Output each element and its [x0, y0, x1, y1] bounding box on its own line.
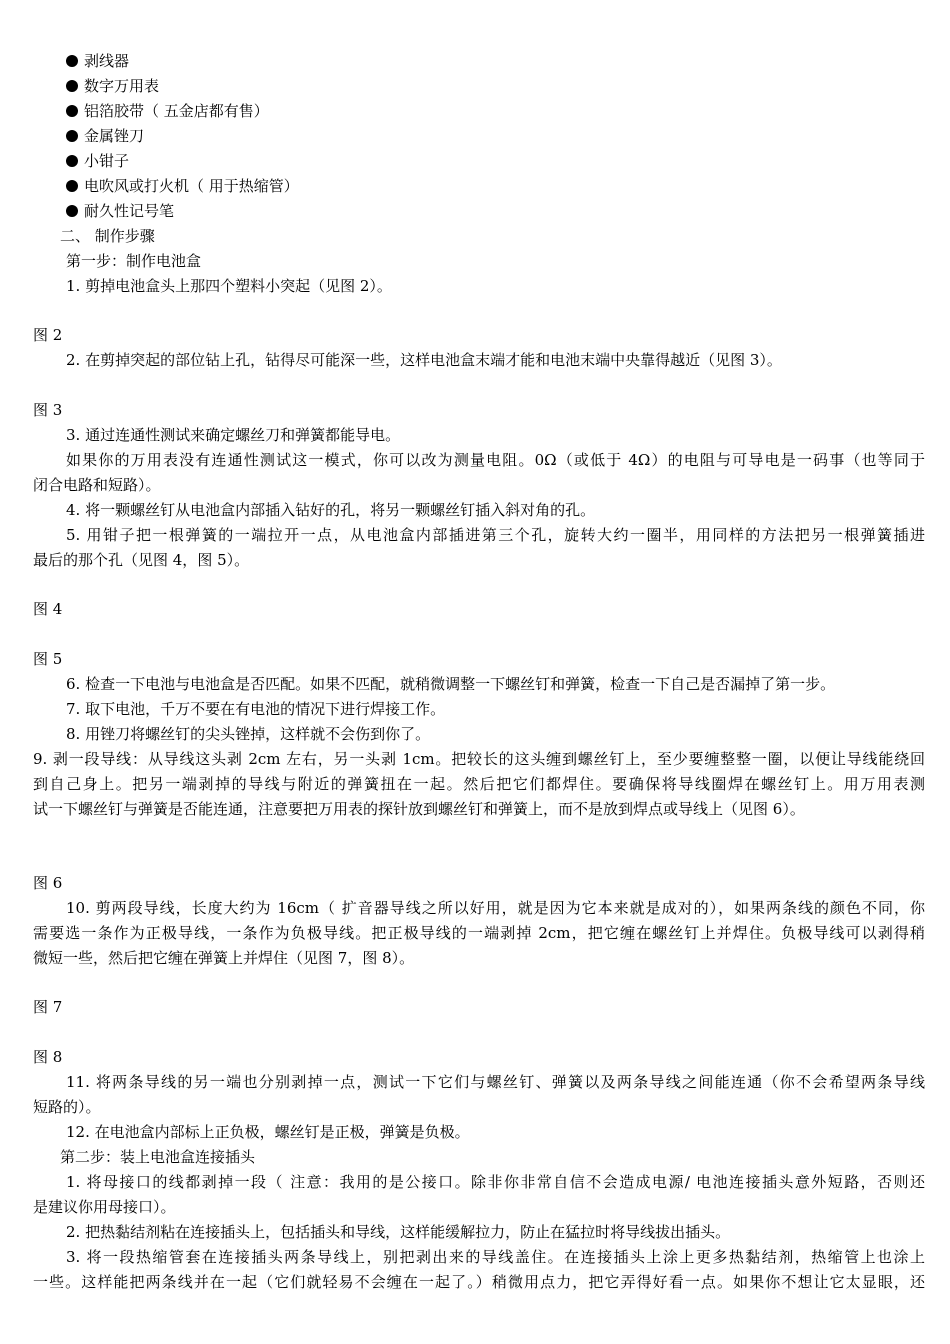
paragraph-line: 12. 在电池盒内部标上正负极，螺丝钉是正极，弹簧是负极。 — [66, 1123, 470, 1141]
paragraph-line: 一些。这样能把两条线并在一起（它们就轻易不会缠在一起了。）稍微用点力，把它弄得好看一点。如果你不想让它太显眼，还 — [33, 1273, 925, 1291]
step-heading: 第一步：制作电池盒 — [66, 252, 202, 270]
figure-label: 图 7 — [33, 998, 63, 1016]
bullet-icon — [66, 155, 78, 167]
figure-label: 图 2 — [33, 326, 63, 344]
bullet-icon — [66, 180, 78, 192]
paragraph-line: 7. 取下电池，千万不要在有电池的情况下进行焊接工作。 — [66, 700, 446, 718]
paragraph-line: 4. 将一颗螺丝钉从电池盒内部插入钻好的孔，将另一颗螺丝钉插入斜对角的孔。 — [66, 501, 596, 519]
section-heading: 二、 制作步骤 — [60, 227, 155, 245]
paragraph-line: 9. 剥一段导线：从导线这头剥 2cm 左右，另一头剥 1cm。把较长的这头缠到螺丝钉上，至少要缠整整一圈，以便让导线能绕回 — [33, 750, 925, 768]
paragraph-line: 闭合电路和短路）。 — [33, 476, 161, 494]
tool-list-item: 金属锉刀 — [66, 124, 144, 149]
paragraph-line: 3. 将一段热缩管套在连接插头两条导线上，别把剥出来的导线盖住。在连接插头上涂上更多热黏结剂，热缩管上也涂上 — [66, 1248, 925, 1266]
step-heading: 第二步：装上电池盒连接插头 — [60, 1148, 256, 1166]
tool-list-item: 电吹风或打火机（ 用于热缩管） — [66, 174, 299, 199]
paragraph-line: 最后的那个孔（见图 4，图 5）。 — [33, 551, 250, 569]
figure-label: 图 6 — [33, 874, 63, 892]
bullet-icon — [66, 80, 78, 92]
figure-label: 图 8 — [33, 1048, 63, 1066]
paragraph-line: 微短一些，然后把它缠在弹簧上并焊住（见图 7，图 8）。 — [33, 949, 415, 967]
tool-list-item: 小钳子 — [66, 149, 129, 174]
tool-list-item: 剥线器 — [66, 49, 129, 74]
bullet-icon — [66, 130, 78, 142]
paragraph-line: 需要选一条作为正极导线，一条作为负极导线。把正极导线的一端剥掉 2cm，把它缠在螺丝钉上并焊住。负极导线可以剥得稍 — [33, 924, 925, 942]
paragraph-line: 8. 用锉刀将螺丝钉的尖头锉掉，这样就不会伤到你了。 — [66, 725, 431, 743]
paragraph-line: 2. 在剪掉突起的部位钻上孔，钻得尽可能深一些，这样电池盒末端才能和电池末端中央靠得越近（见图 3）。 — [66, 351, 782, 369]
bullet-icon — [66, 105, 78, 117]
tool-list-item: 数字万用表 — [66, 74, 159, 99]
paragraph-line: 到自己身上。把另一端剥掉的导线与附近的弹簧扭在一起。然后把它们都焊住。要确保将导线圈焊在螺丝钉上。用万用表测 — [33, 775, 925, 793]
tool-list-item: 铝箔胶带（ 五金店都有售） — [66, 99, 269, 124]
paragraph-line: 11. 将两条导线的另一端也分别剥掉一点，测试一下它们与螺丝钉、弹簧以及两条导线之间能连通（你不会希望两条导线 — [66, 1073, 925, 1091]
paragraph-line: 5. 用钳子把一根弹簧的一端拉开一点，从电池盒内部插进第三个孔，旋转大约一圈半，用同样的方法把另一根弹簧插进 — [66, 526, 925, 544]
bullet-icon — [66, 205, 78, 217]
paragraph-line: 2. 把热黏结剂粘在连接插头上，包括插头和导线，这样能缓解拉力，防止在猛拉时将导线拔出插头。 — [66, 1223, 731, 1241]
figure-label: 图 4 — [33, 600, 63, 618]
paragraph-line: 是建议你用母接口）。 — [33, 1198, 176, 1216]
paragraph-line: 3. 通过连通性测试来确定螺丝刀和弹簧都能导电。 — [66, 426, 401, 444]
paragraph-line: 试一下螺丝钉与弹簧是否能连通，注意要把万用表的探针放到螺丝钉和弹簧上，而不是放到焊点或导线上（见图 6）。 — [33, 800, 805, 818]
paragraph-line: 10. 剪两段导线，长度大约为 16cm（ 扩音器导线之所以好用，就是因为它本来就是成对的），如果两条线的颜色不同，你 — [66, 899, 925, 917]
bullet-icon — [66, 55, 78, 67]
tool-list-item: 耐久性记号笔 — [66, 199, 174, 224]
figure-label: 图 5 — [33, 650, 63, 668]
paragraph-line: 1. 将母接口的线都剥掉一段（ 注意：我用的是公接口。除非你非常自信不会造成电源/ 电池连接插头意外短路，否则还 — [66, 1173, 925, 1191]
figure-label: 图 3 — [33, 401, 63, 419]
paragraph-line: 1. 剪掉电池盒头上那四个塑料小突起（见图 2）。 — [66, 277, 392, 295]
paragraph-line: 6. 检查一下电池与电池盒是否匹配。如果不匹配，就稍微调整一下螺丝钉和弹簧，检查一下自己是否漏掉了第一步。 — [66, 675, 836, 693]
paragraph-line: 如果你的万用表没有连通性测试这一模式，你可以改为测量电阻。0Ω（或低于 4Ω）的电阻与可导电是一码事（也等同于 — [66, 451, 925, 469]
paragraph-line: 短路的）。 — [33, 1098, 101, 1116]
